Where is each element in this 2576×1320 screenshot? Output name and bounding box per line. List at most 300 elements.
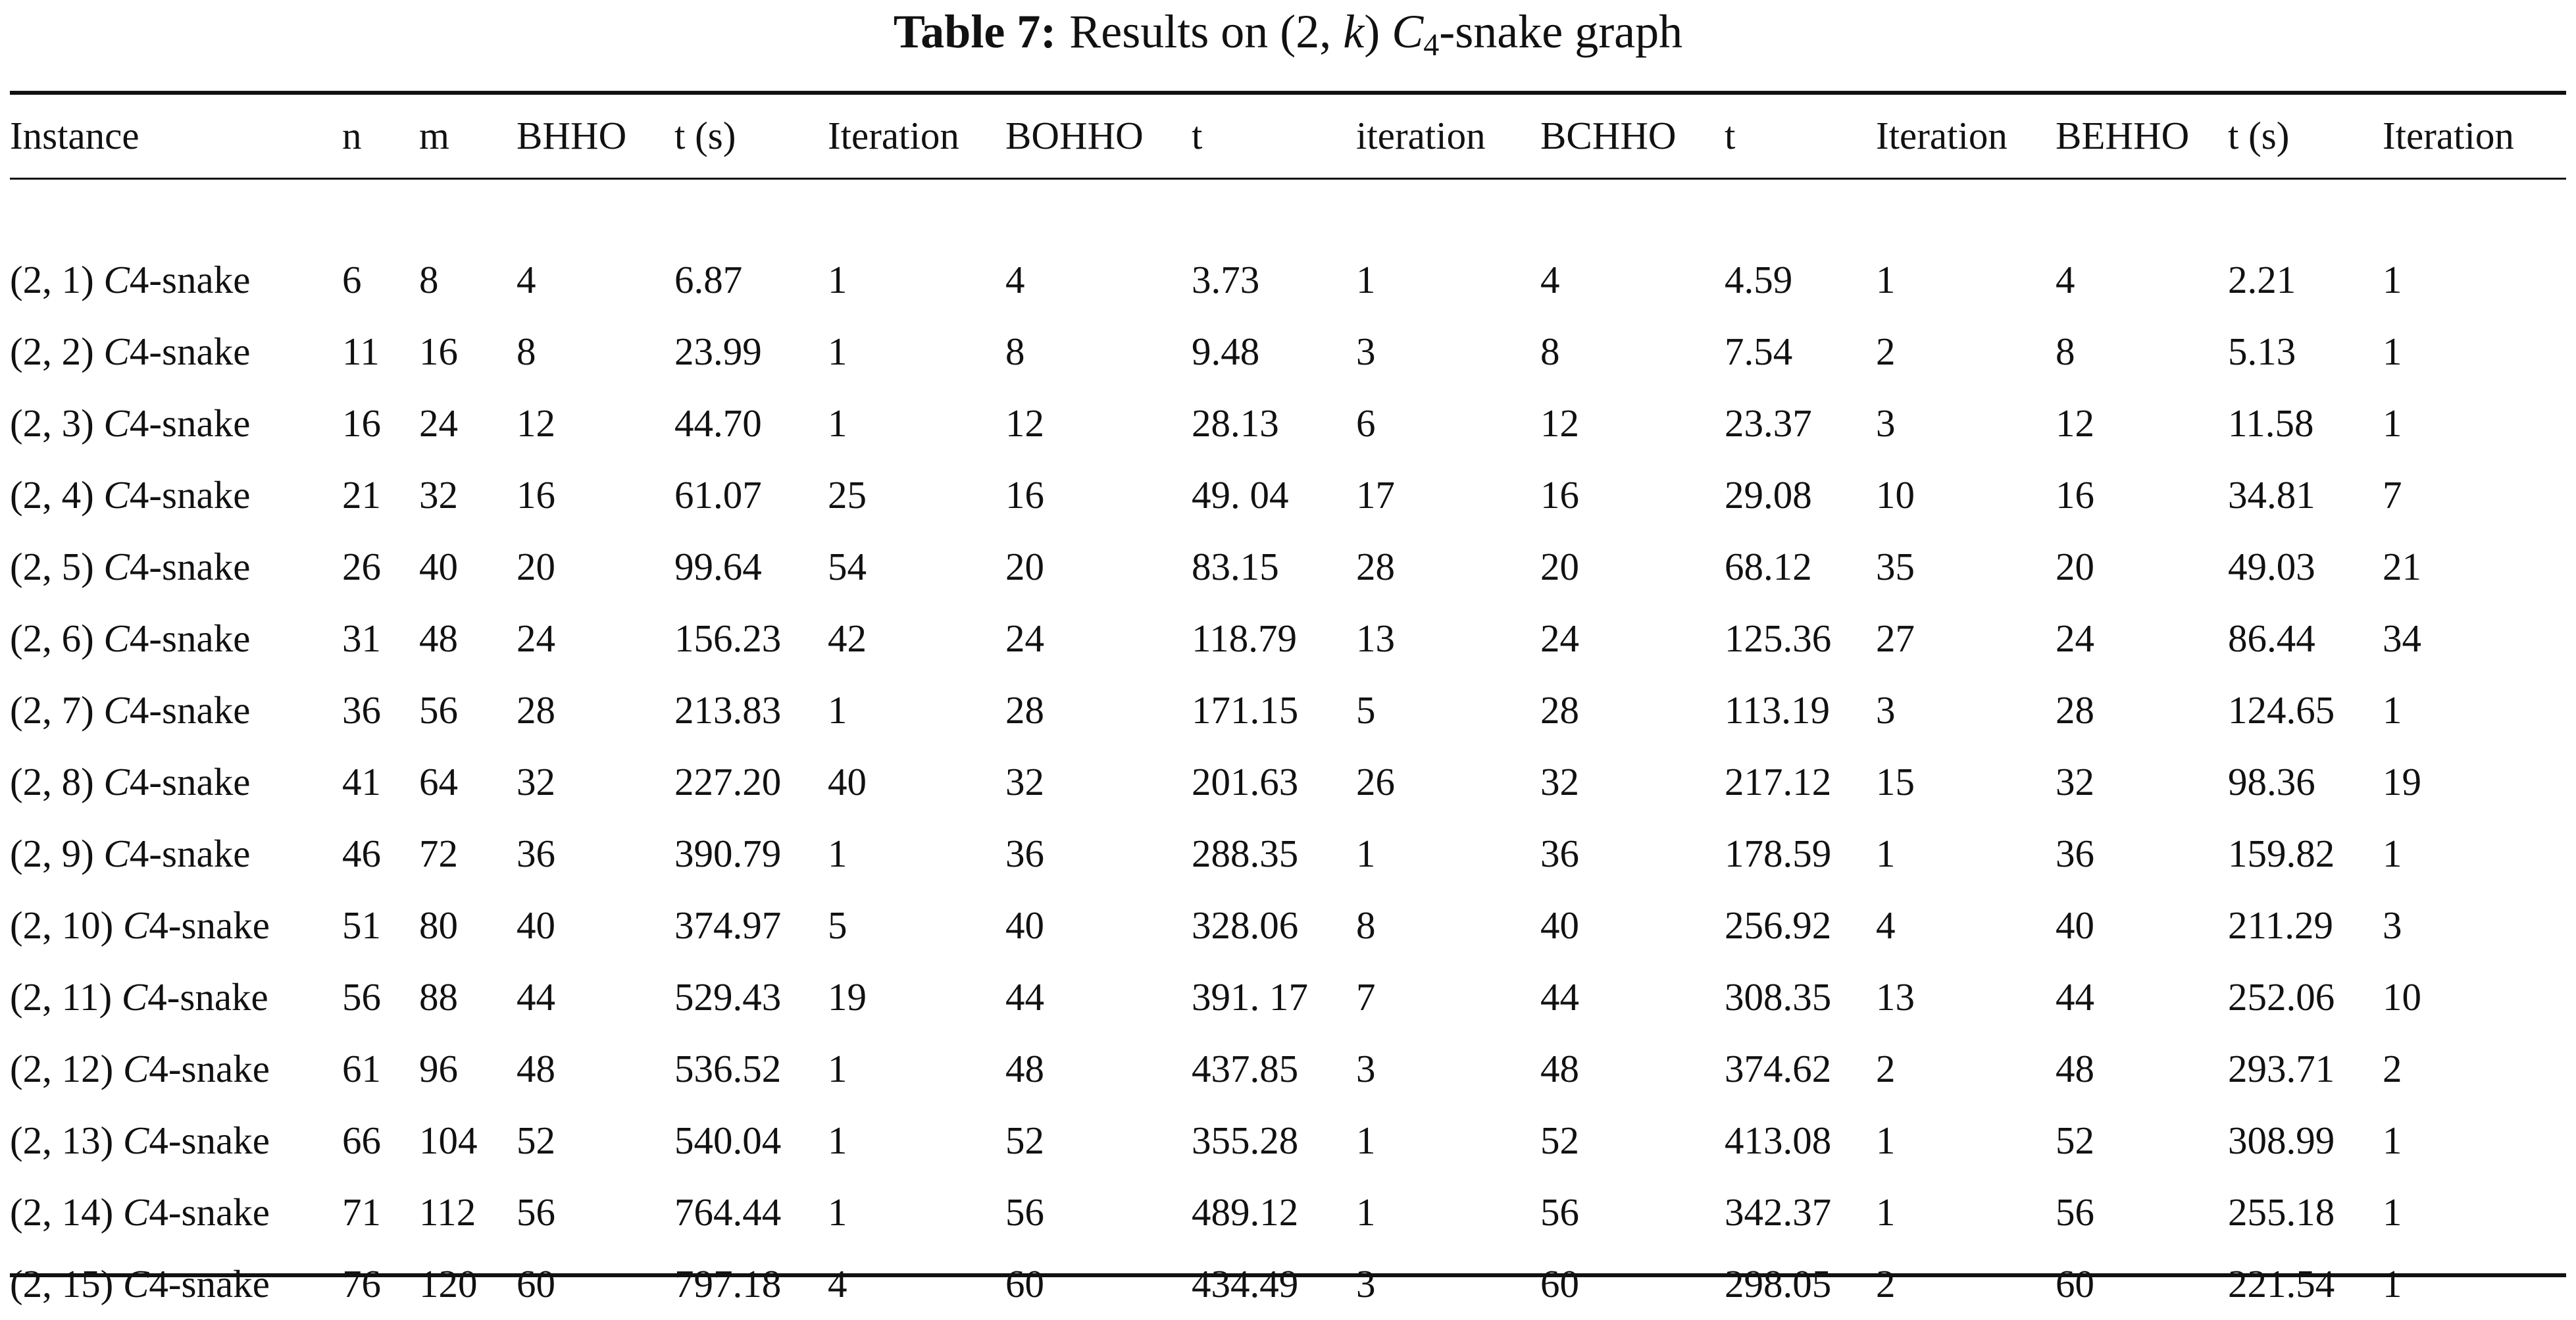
table-cell: 48 <box>419 617 458 660</box>
table-cell: 293.71 <box>2228 1047 2335 1090</box>
instance-graph-letter: C <box>103 473 130 517</box>
table-cell: 40 <box>1005 903 1044 947</box>
column-header: Iteration <box>2383 113 2514 157</box>
table-cell: 374.97 <box>674 903 782 947</box>
table-cell: 16 <box>1005 473 1044 517</box>
table-cell: 1 <box>2383 1190 2402 1234</box>
instance-cell <box>10 674 342 746</box>
table-cell: 24 <box>2056 617 2094 660</box>
table-cell: 3.73 <box>1192 258 1260 301</box>
table-cell: 34 <box>2383 617 2421 660</box>
table-cell: 44 <box>517 975 555 1019</box>
table-row <box>10 1177 2566 1248</box>
table-cell: 9.48 <box>1192 330 1260 373</box>
table-cell: 76 <box>342 1262 381 1306</box>
instance-prefix: (2, 12) <box>10 1047 124 1090</box>
table-cell: 40 <box>1540 903 1579 947</box>
table-cell: 15 <box>1876 760 1915 803</box>
column-header: t (s) <box>674 113 736 157</box>
table-cell: 1 <box>828 330 847 373</box>
instance-cell <box>10 818 342 890</box>
table-cell: 355.28 <box>1192 1119 1299 1162</box>
table-cell: 1 <box>1356 258 1376 301</box>
table-cell: 124.65 <box>2228 688 2335 732</box>
table-cell: 1 <box>2383 330 2402 373</box>
table-cell: 390.79 <box>674 832 782 875</box>
table-cell: 21 <box>342 473 381 517</box>
table-cell: 7 <box>2383 473 2402 517</box>
table-cell: 52 <box>1540 1119 1579 1162</box>
table-cell: 49. 04 <box>1192 473 1289 517</box>
table-cell: 2 <box>1876 1262 1896 1306</box>
table-cell: 1 <box>828 832 847 875</box>
table-cell: 36 <box>517 832 555 875</box>
table-cell: 16 <box>1540 473 1579 517</box>
table-cell: 56 <box>1005 1190 1044 1234</box>
table-cell: 28.13 <box>1192 401 1279 445</box>
instance-graph-letter: C <box>103 688 130 732</box>
table-cell: 8 <box>419 258 439 301</box>
table-cell: 17 <box>1356 473 1395 517</box>
table-cell: 32 <box>517 760 555 803</box>
table-cell: 8 <box>1005 330 1025 373</box>
table-cell: 60 <box>517 1262 555 1306</box>
table-cell: 4 <box>1540 258 1560 301</box>
instance-cell <box>10 244 342 316</box>
table-cell: 391. 17 <box>1192 975 1308 1019</box>
header-row <box>10 99 2566 172</box>
table-row <box>10 1033 2566 1105</box>
instance-cell <box>10 1033 342 1105</box>
table-cell: 31 <box>342 617 381 660</box>
instance-cell <box>10 531 342 603</box>
table-cell: 5 <box>1356 688 1376 732</box>
table-cell: 49.03 <box>2228 545 2315 588</box>
table-caption <box>0 0 2576 72</box>
caption-subscript: 4 <box>1423 28 1440 63</box>
table-cell: 178.59 <box>1725 832 1832 875</box>
table-cell: 211.29 <box>2228 903 2334 947</box>
table-cell: 44 <box>1005 975 1044 1019</box>
column-header: BEHHO <box>2056 113 2190 157</box>
table-cell: 1 <box>1876 258 1896 301</box>
table-cell: 4 <box>2056 258 2075 301</box>
table-cell: 1 <box>2383 401 2402 445</box>
caption-c: C <box>1392 5 1424 58</box>
instance-prefix: (2, 11) <box>10 975 122 1019</box>
table-cell: 2.21 <box>2228 258 2296 301</box>
table-cell: 374.62 <box>1725 1047 1832 1090</box>
column-header: n <box>342 113 362 157</box>
table-cell: 61.07 <box>674 473 762 517</box>
table-row <box>10 603 2566 674</box>
caption-k: k <box>1343 5 1365 58</box>
table-cell: 1 <box>1356 832 1376 875</box>
table-cell: 4 <box>517 258 536 301</box>
table-cell: 3 <box>1356 1262 1376 1306</box>
table-cell: 8 <box>1356 903 1376 947</box>
table-cell: 434.49 <box>1192 1262 1299 1306</box>
table-cell: 48 <box>1540 1047 1579 1090</box>
table-cell: 540.04 <box>674 1119 782 1162</box>
table-cell: 60 <box>2056 1262 2094 1306</box>
table-cell: 80 <box>419 903 458 947</box>
table-cell: 60 <box>1005 1262 1044 1306</box>
table-cell: 1 <box>828 258 847 301</box>
table-cell: 12 <box>517 401 555 445</box>
instance-prefix: (2, 13) <box>10 1119 124 1162</box>
table-cell: 13 <box>1876 975 1915 1019</box>
table-cell: 8 <box>1540 330 1560 373</box>
table-row <box>10 1105 2566 1177</box>
table-cell: 3 <box>1876 688 1896 732</box>
table-cell: 125.36 <box>1725 617 1832 660</box>
table-cell: 86.44 <box>2228 617 2315 660</box>
column-header: BOHHO <box>1005 113 1144 157</box>
instance-graph-letter: C <box>121 975 148 1019</box>
instance-cell <box>10 746 342 818</box>
table-cell: 40 <box>517 903 555 947</box>
table-cell: 1 <box>2383 258 2402 301</box>
table-cell: 227.20 <box>674 760 782 803</box>
caption-text-suffix: -snake graph <box>1439 5 1683 58</box>
table-cell: 34.81 <box>2228 473 2315 517</box>
table-cell: 298.05 <box>1725 1262 1832 1306</box>
table-cell: 52 <box>2056 1119 2094 1162</box>
table-cell: 7.54 <box>1725 330 1793 373</box>
table-cell: 1 <box>2383 688 2402 732</box>
instance-graph-letter: C <box>103 832 130 875</box>
table-cell: 489.12 <box>1192 1190 1299 1234</box>
table-cell: 6.87 <box>674 258 743 301</box>
table-cell: 1 <box>828 1190 847 1234</box>
table-cell: 12 <box>1540 401 1579 445</box>
table-cell: 2 <box>1876 1047 1896 1090</box>
table-cell: 1 <box>2383 1262 2402 1306</box>
table-cell: 16 <box>517 473 555 517</box>
table-cell: 120 <box>419 1262 478 1306</box>
instance-prefix: (2, 6) <box>10 617 104 660</box>
instance-graph-letter: C <box>103 617 130 660</box>
table-cell: 99.64 <box>674 545 762 588</box>
table-cell: 2 <box>2383 1047 2402 1090</box>
table-row <box>10 890 2566 961</box>
table-cell: 46 <box>342 832 381 875</box>
instance-prefix: (2, 4) <box>10 473 104 517</box>
instance-suffix: 4-snake <box>129 330 251 373</box>
table-cell: 60 <box>1540 1262 1579 1306</box>
instance-cell <box>10 316 342 388</box>
table-cell: 10 <box>2383 975 2421 1019</box>
table-cell: 764.44 <box>674 1190 782 1234</box>
table-cell: 26 <box>342 545 381 588</box>
table-cell: 40 <box>419 545 458 588</box>
instance-suffix: 4-snake <box>149 1047 270 1090</box>
table-cell: 328.06 <box>1192 903 1299 947</box>
table-cell: 8 <box>2056 330 2075 373</box>
instance-suffix: 4-snake <box>129 760 251 803</box>
instance-suffix: 4-snake <box>129 617 251 660</box>
instance-suffix: 4-snake <box>149 1190 270 1234</box>
table-cell: 16 <box>342 401 381 445</box>
instance-prefix: (2, 2) <box>10 330 104 373</box>
table-cell: 20 <box>1540 545 1579 588</box>
table-cell: 1 <box>2383 1119 2402 1162</box>
table-cell: 36 <box>1005 832 1044 875</box>
table-cell: 12 <box>1005 401 1044 445</box>
table-cell: 11.58 <box>2228 401 2314 445</box>
table-cell: 28 <box>517 688 555 732</box>
table-cell: 83.15 <box>1192 545 1279 588</box>
instance-prefix: (2, 10) <box>10 903 124 947</box>
column-header: t (s) <box>2228 113 2290 157</box>
table-cell: 11 <box>342 330 380 373</box>
table-cell: 20 <box>1005 545 1044 588</box>
table-cell: 1 <box>1356 1190 1376 1234</box>
caption-text-prefix: Results on (2, <box>1069 5 1344 58</box>
table-cell: 24 <box>1540 617 1579 660</box>
instance-cell <box>10 1105 342 1177</box>
table-cell: 72 <box>419 832 458 875</box>
table-cell: 32 <box>419 473 458 517</box>
table-cell: 28 <box>1540 688 1579 732</box>
table-cell: 3 <box>1876 401 1896 445</box>
instance-suffix: 4-snake <box>147 975 268 1019</box>
table-cell: 3 <box>2383 903 2402 947</box>
table-cell: 213.83 <box>674 688 782 732</box>
table-cell: 342.37 <box>1725 1190 1832 1234</box>
table-cell: 4 <box>1005 258 1025 301</box>
table-cell: 171.15 <box>1192 688 1299 732</box>
table-cell: 1 <box>1356 1119 1376 1162</box>
table-cell: 25 <box>828 473 867 517</box>
table-cell: 51 <box>342 903 381 947</box>
table-cell: 36 <box>342 688 381 732</box>
table-cell: 21 <box>2383 545 2421 588</box>
table-cell: 221.54 <box>2228 1262 2335 1306</box>
table-cell: 36 <box>2056 832 2094 875</box>
instance-suffix: 4-snake <box>149 1262 270 1306</box>
table-row <box>10 674 2566 746</box>
instance-suffix: 4-snake <box>129 258 251 301</box>
table-cell: 44 <box>1540 975 1579 1019</box>
table-cell: 1 <box>1876 832 1896 875</box>
table-cell: 40 <box>2056 903 2094 947</box>
table-cell: 6 <box>1356 401 1376 445</box>
instance-suffix: 4-snake <box>129 688 251 732</box>
column-header: Iteration <box>828 113 959 157</box>
table-cell: 42 <box>828 617 867 660</box>
instance-suffix: 4-snake <box>129 401 251 445</box>
instance-graph-letter: C <box>103 760 130 803</box>
table-cell: 536.52 <box>674 1047 782 1090</box>
table-cell: 1 <box>828 688 847 732</box>
table-cell: 5.13 <box>2228 330 2296 373</box>
table-cell: 56 <box>2056 1190 2094 1234</box>
column-header: BCHHO <box>1540 113 1677 157</box>
table-cell: 2 <box>1876 330 1896 373</box>
table-cell: 112 <box>419 1190 476 1234</box>
table-cell: 12 <box>2056 401 2094 445</box>
table-cell: 88 <box>419 975 458 1019</box>
column-header: iteration <box>1356 113 1486 157</box>
table-cell: 48 <box>517 1047 555 1090</box>
table-row <box>10 316 2566 388</box>
table-row <box>10 459 2566 531</box>
table-cell: 24 <box>1005 617 1044 660</box>
table-cell: 1 <box>828 1119 847 1162</box>
table-cell: 1 <box>828 401 847 445</box>
table-cell: 104 <box>419 1119 478 1162</box>
table-row <box>10 388 2566 459</box>
table-cell: 32 <box>1540 760 1579 803</box>
table-cell: 288.35 <box>1192 832 1299 875</box>
instance-suffix: 4-snake <box>129 545 251 588</box>
instance-prefix: (2, 14) <box>10 1190 124 1234</box>
table-cell: 4 <box>1876 903 1896 947</box>
table-cell: 24 <box>517 617 555 660</box>
table-cell: 19 <box>2383 760 2421 803</box>
instance-prefix: (2, 8) <box>10 760 104 803</box>
table-cell: 3 <box>1356 1047 1376 1090</box>
instance-prefix: (2, 5) <box>10 545 104 588</box>
instance-graph-letter: C <box>123 1047 149 1090</box>
instance-cell <box>10 459 342 531</box>
table-cell: 52 <box>517 1119 555 1162</box>
column-header: t <box>1192 113 1203 157</box>
instance-graph-letter: C <box>103 545 130 588</box>
table-cell: 1 <box>1876 1119 1896 1162</box>
table-cell: 6 <box>342 258 362 301</box>
caption-text-mid: ) <box>1364 5 1392 58</box>
table-cell: 252.06 <box>2228 975 2335 1019</box>
table-cell: 32 <box>2056 760 2094 803</box>
table-cell: 64 <box>419 760 458 803</box>
table-cell: 19 <box>828 975 867 1019</box>
table-cell: 529.43 <box>674 975 782 1019</box>
table-cell: 26 <box>1356 760 1395 803</box>
table-cell: 56 <box>419 688 458 732</box>
table-cell: 32 <box>1005 760 1044 803</box>
table-cell: 54 <box>828 545 867 588</box>
table-cell: 24 <box>419 401 458 445</box>
instance-graph-letter: C <box>103 258 130 301</box>
table-row <box>10 244 2566 316</box>
table-cell: 20 <box>517 545 555 588</box>
table-cell: 56 <box>1540 1190 1579 1234</box>
table-cell: 56 <box>517 1190 555 1234</box>
table-cell: 35 <box>1876 545 1915 588</box>
instance-graph-letter: C <box>103 401 130 445</box>
table-cell: 41 <box>342 760 381 803</box>
instance-graph-letter: C <box>123 1119 149 1162</box>
table-cell: 48 <box>2056 1047 2094 1090</box>
table-cell: 308.35 <box>1725 975 1832 1019</box>
column-header: m <box>419 113 449 157</box>
table-cell: 256.92 <box>1725 903 1832 947</box>
table-cell: 98.36 <box>2228 760 2315 803</box>
table-cell: 4.59 <box>1725 258 1793 301</box>
column-header: Iteration <box>1876 113 2008 157</box>
instance-suffix: 4-snake <box>149 1119 270 1162</box>
instance-cell <box>10 603 342 674</box>
results-table <box>10 99 2566 1320</box>
table-cell: 1 <box>1876 1190 1896 1234</box>
table-cell: 1 <box>2383 832 2402 875</box>
table-cell: 27 <box>1876 617 1915 660</box>
table-cell: 28 <box>2056 688 2094 732</box>
instance-cell <box>10 890 342 961</box>
instance-graph-letter: C <box>103 330 130 373</box>
table-cell: 13 <box>1356 617 1395 660</box>
table-cell: 7 <box>1356 975 1376 1019</box>
table-cell: 28 <box>1356 545 1395 588</box>
table-cell: 118.79 <box>1192 617 1298 660</box>
table-cell: 217.12 <box>1725 760 1832 803</box>
table-cell: 44.70 <box>674 401 762 445</box>
caption-label: Table 7: <box>893 5 1057 58</box>
table-cell: 413.08 <box>1725 1119 1832 1162</box>
table-cell: 5 <box>828 903 847 947</box>
table-cell: 308.99 <box>2228 1119 2335 1162</box>
table-cell: 96 <box>419 1047 458 1090</box>
instance-graph-letter: C <box>123 903 149 947</box>
table-cell: 255.18 <box>2228 1190 2335 1234</box>
instance-suffix: 4-snake <box>149 903 270 947</box>
table-cell: 68.12 <box>1725 545 1812 588</box>
table-cell: 36 <box>1540 832 1579 875</box>
table-cell: 16 <box>2056 473 2094 517</box>
instance-prefix: (2, 3) <box>10 401 104 445</box>
column-header: Instance <box>10 113 139 157</box>
spacer-cell <box>10 172 2566 244</box>
table-cell: 156.23 <box>674 617 782 660</box>
instance-cell <box>10 961 342 1033</box>
table-cell: 1 <box>828 1047 847 1090</box>
table-cell: 29.08 <box>1725 473 1812 517</box>
table-row <box>10 746 2566 818</box>
table-row <box>10 818 2566 890</box>
instance-graph-letter: C <box>123 1262 149 1306</box>
instance-cell <box>10 1177 342 1248</box>
table-cell: 40 <box>828 760 867 803</box>
table-cell: 437.85 <box>1192 1047 1299 1090</box>
instance-prefix: (2, 9) <box>10 832 104 875</box>
table-cell: 113.19 <box>1725 688 1831 732</box>
table-cell: 61 <box>342 1047 381 1090</box>
table-cell: 20 <box>2056 545 2094 588</box>
table-cell: 8 <box>517 330 536 373</box>
table-cell: 23.37 <box>1725 401 1812 445</box>
table-cell: 16 <box>419 330 458 373</box>
table-row <box>10 531 2566 603</box>
column-header: t <box>1725 113 1736 157</box>
table-cell: 71 <box>342 1190 381 1234</box>
table-cell: 4 <box>828 1262 847 1306</box>
instance-cell <box>10 388 342 459</box>
table-cell: 797.18 <box>674 1262 782 1306</box>
instance-suffix: 4-snake <box>129 832 251 875</box>
instance-prefix: (2, 7) <box>10 688 104 732</box>
table-body <box>10 172 2566 1320</box>
table-cell: 23.99 <box>674 330 762 373</box>
column-header: BHHO <box>517 113 627 157</box>
instance-prefix: (2, 15) <box>10 1262 124 1306</box>
table-cell: 52 <box>1005 1119 1044 1162</box>
table-cell: 159.82 <box>2228 832 2335 875</box>
table-cell: 48 <box>1005 1047 1044 1090</box>
instance-graph-letter: C <box>123 1190 149 1234</box>
